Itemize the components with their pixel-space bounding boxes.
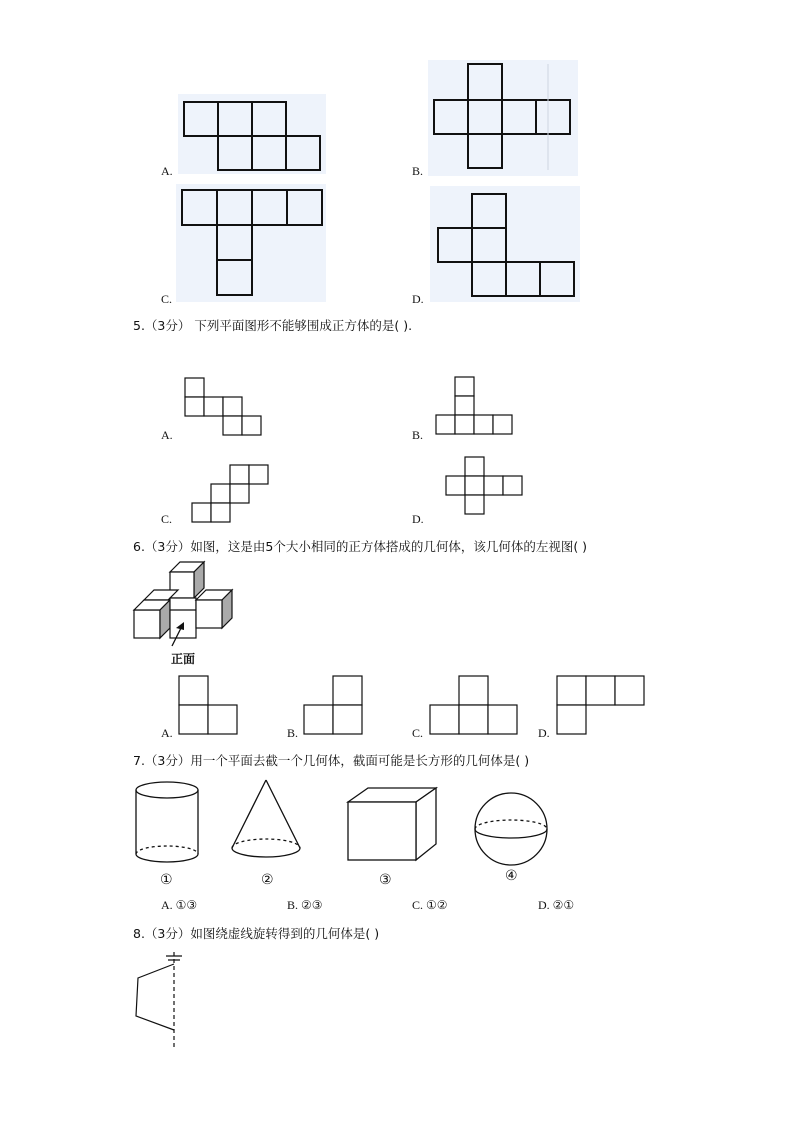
net-figure-c xyxy=(192,465,272,525)
solid-label: ① xyxy=(160,872,173,888)
net-figure-d xyxy=(446,457,526,517)
solid-label: ③ xyxy=(379,872,392,888)
option-label: B. xyxy=(412,428,424,442)
cone-figure xyxy=(228,776,308,866)
q7-option-d[interactable]: D. ②① xyxy=(538,898,575,912)
option-label: C. xyxy=(412,726,424,740)
option-label: C. xyxy=(161,512,173,526)
cube-net-a-figure xyxy=(178,94,326,174)
q7-option-b[interactable]: B. ②③ xyxy=(287,898,323,912)
cube-net-c-figure xyxy=(176,184,326,302)
cube-figure xyxy=(344,786,440,866)
cube-net-b-figure xyxy=(428,60,578,176)
view-figure-c xyxy=(429,675,521,737)
question-8-text: 8.（3分）如图绕虚线旋转得到的几何体是( ) xyxy=(133,926,380,941)
option-label: A. xyxy=(161,428,173,442)
cube-net-d-figure xyxy=(430,186,580,302)
view-figure-b xyxy=(303,675,365,737)
question-5-text: 5.（3分） 下列平面图形不能够围成正方体的是( ). xyxy=(133,318,413,333)
option-label: B. xyxy=(412,164,424,178)
view-figure-a xyxy=(178,675,240,737)
option-label: C. xyxy=(161,292,173,306)
solid-label: ② xyxy=(261,872,274,888)
question-6-text: 6.（3分）如图，这是由5个大小相同的正方体搭成的几何体，该几何体的左视图( ) xyxy=(133,539,588,554)
q7-option-a[interactable]: A. ①③ xyxy=(161,898,198,912)
five-cube-solid-figure xyxy=(132,560,242,646)
option-label: D. xyxy=(412,512,424,526)
option-label: B. xyxy=(287,726,299,740)
front-view-label: 正面 xyxy=(171,652,196,666)
option-label: D. xyxy=(538,726,550,740)
q7-option-c[interactable]: C. ①② xyxy=(412,898,448,912)
trapezoid-rotation-figure xyxy=(130,950,200,1052)
cylinder-figure xyxy=(130,780,206,870)
view-figure-d xyxy=(556,675,648,737)
option-label: A. xyxy=(161,164,173,178)
solid-label: ④ xyxy=(505,868,518,884)
net-figure-a xyxy=(185,378,265,438)
sphere-figure xyxy=(472,790,552,870)
question-7-text: 7.（3分）用一个平面去截一个几何体，截面可能是长方形的几何体是( ) xyxy=(133,753,530,768)
option-label: D. xyxy=(412,292,424,306)
option-label: A. xyxy=(161,726,173,740)
net-figure-b xyxy=(436,377,516,437)
